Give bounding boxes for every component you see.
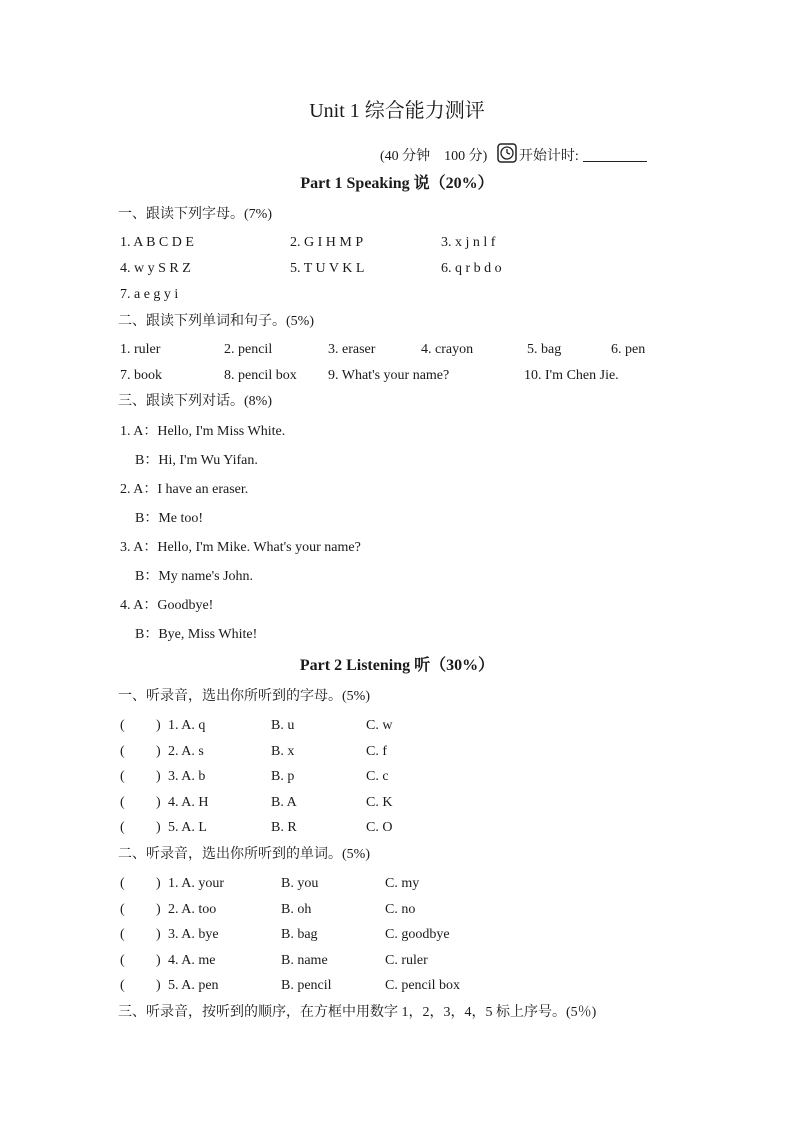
p1-s1-heading: 一、跟读下列字母。(7%) <box>118 207 272 222</box>
choice-option-c: C. pencil box <box>385 978 461 993</box>
choice-option-b: B. bag <box>281 927 318 942</box>
choice-option-a: 1. A. q <box>168 718 206 733</box>
dialogue-line: 1. A：Hello, I'm Miss White. <box>120 424 286 439</box>
total-score: 100 分) <box>444 149 488 164</box>
choice-option-b: B. x <box>271 743 295 759</box>
dialogue-line: 4. A：Goodbye! <box>120 598 214 613</box>
part1-heading: Part 1 Speaking 说（20%） <box>300 175 494 192</box>
p1-s2-heading: 二、跟读下列单词和句子。(5%) <box>118 314 314 329</box>
answer-blank-open[interactable]: ( <box>120 876 125 891</box>
word-item: 2. pencil <box>224 342 273 357</box>
choice-option-b: B. name <box>281 952 328 968</box>
letter-item: 3. x j n l f <box>441 235 496 250</box>
choice-option-a: 3. A. b <box>168 769 206 784</box>
choice-option-c: C. no <box>385 901 416 917</box>
choice-option-a: 2. A. too <box>168 901 217 917</box>
answer-blank-close[interactable]: ) <box>156 901 161 917</box>
choice-option-b: B. A <box>271 794 297 810</box>
answer-blank-open[interactable]: ( <box>120 978 125 993</box>
clock-icon <box>497 143 517 169</box>
start-time-blank[interactable] <box>583 147 647 162</box>
answer-blank-open[interactable]: ( <box>120 820 125 835</box>
answer-blank-close[interactable]: ) <box>156 794 161 810</box>
choice-option-c: C. my <box>385 876 420 891</box>
letter-item: 4. w y S R Z <box>120 261 191 276</box>
word-item: 6. pen <box>611 342 646 357</box>
letter-item: 7. a e g y i <box>120 287 179 302</box>
answer-blank-open[interactable]: ( <box>120 794 125 810</box>
choice-option-a: 5. A. pen <box>168 978 219 993</box>
choice-option-c: C. c <box>366 769 389 784</box>
time-limit: (40 分钟 <box>380 149 431 164</box>
word-item: 7. book <box>120 368 162 383</box>
choice-option-c: C. O <box>366 820 393 835</box>
answer-blank-open[interactable]: ( <box>120 743 125 759</box>
answer-blank-close[interactable]: ) <box>156 743 161 759</box>
choice-option-a: 2. A. s <box>168 743 204 759</box>
choice-option-a: 3. A. bye <box>168 927 219 942</box>
letter-item: 1. A B C D E <box>120 235 194 250</box>
answer-blank-close[interactable]: ) <box>156 876 161 891</box>
part2-heading: Part 2 Listening 听（30%） <box>299 657 495 674</box>
choice-option-a: 5. A. L <box>168 820 207 835</box>
p2-s3-heading: 三、听录音，按听到的顺序，在方框中用数字 1，2，3，4，5 标上序号。(5％) <box>118 1005 597 1020</box>
p2-s2-heading: 二、听录音，选出你所听到的单词。(5%) <box>118 847 370 862</box>
choice-option-a: 4. A. me <box>168 952 216 968</box>
answer-blank-close[interactable]: ) <box>156 769 161 784</box>
answer-blank-open[interactable]: ( <box>120 769 125 784</box>
answer-blank-close[interactable]: ) <box>156 978 161 993</box>
p1-s3-heading: 三、跟读下列对话。(8%) <box>118 394 272 409</box>
choice-option-a: 1. A. your <box>168 876 224 891</box>
word-item: 5. bag <box>527 342 562 357</box>
answer-blank-close[interactable]: ) <box>156 952 161 968</box>
answer-blank-open[interactable]: ( <box>120 901 125 917</box>
exam-meta <box>380 143 647 169</box>
choice-option-c: C. K <box>366 794 393 810</box>
choice-option-b: B. you <box>281 876 319 891</box>
choice-option-c: C. f <box>366 743 387 759</box>
letter-item: 2. G I H M P <box>290 235 364 250</box>
sentence-item: 10. I'm Chen Jie. <box>524 368 619 383</box>
answer-blank-open[interactable]: ( <box>120 927 125 942</box>
choice-option-c: C. w <box>366 718 393 733</box>
choice-option-b: B. R <box>271 820 297 835</box>
choice-option-a: 4. A. H <box>168 794 209 810</box>
answer-blank-close[interactable]: ) <box>156 718 161 733</box>
answer-blank-open[interactable]: ( <box>120 718 125 733</box>
answer-blank-close[interactable]: ) <box>156 820 161 835</box>
word-item: 4. crayon <box>421 342 474 357</box>
letter-item: 6. q r b d o <box>441 261 502 276</box>
p2-s1-heading: 一、听录音，选出你所听到的字母。(5%) <box>118 689 370 704</box>
dialogue-line: B：Bye, Miss White! <box>135 627 258 642</box>
answer-blank-open[interactable]: ( <box>120 952 125 968</box>
start-timer-label: 开始计时: <box>518 149 579 164</box>
word-item: 3. eraser <box>328 342 376 357</box>
choice-option-b: B. pencil <box>281 978 332 993</box>
dialogue-line: B：Hi, I'm Wu Yifan. <box>135 453 258 468</box>
dialogue-line: 2. A：I have an eraser. <box>120 482 249 497</box>
letter-item: 5. T U V K L <box>290 261 365 276</box>
choice-option-b: B. oh <box>281 901 312 917</box>
choice-option-c: C. goodbye <box>385 927 450 942</box>
dialogue-line: B：My name's John. <box>135 569 254 584</box>
answer-blank-close[interactable]: ) <box>156 927 161 942</box>
choice-option-b: B. p <box>271 769 295 784</box>
dialogue-line: B：Me too! <box>135 511 204 526</box>
page-title: Unit 1 综合能力测评 <box>309 100 485 122</box>
choice-option-b: B. u <box>271 718 295 733</box>
word-item: 1. ruler <box>120 342 161 357</box>
word-item: 8. pencil box <box>224 368 297 383</box>
sentence-item: 9. What's your name? <box>328 368 450 383</box>
dialogue-line: 3. A：Hello, I'm Mike. What's your name? <box>120 540 361 555</box>
choice-option-c: C. ruler <box>385 952 428 968</box>
